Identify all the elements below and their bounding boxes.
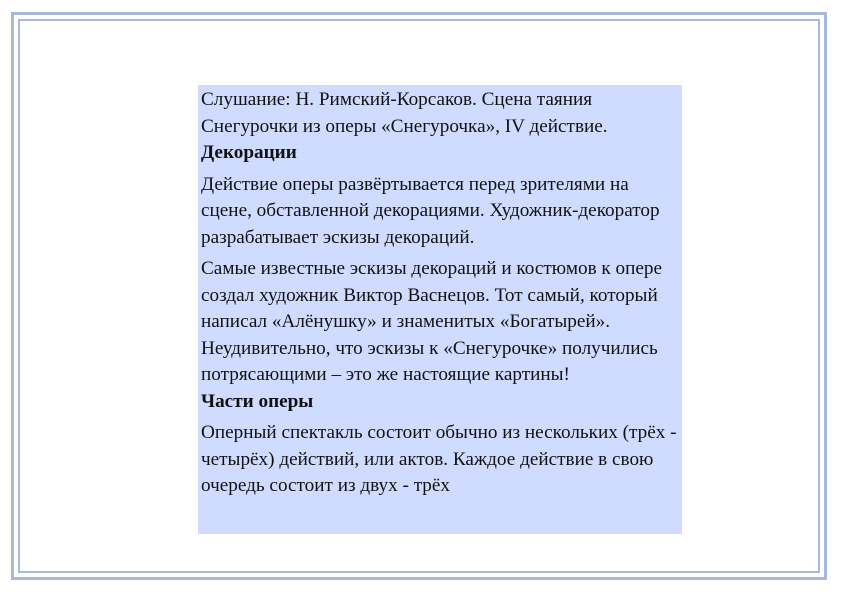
heading-decorations: Декорации: [201, 142, 297, 163]
paragraph-opera-parts: Оперный спектакль состоит обычно из нескольких (трёх - четырёх) действий, или актов. Каждое действие в свою очередь состоит из двух - трёх: [201, 422, 677, 496]
text-box: [198, 85, 682, 534]
intro-paragraph: Слушание: Н. Римский-Корсаков. Сцена таяния Снегурочки из оперы «Снегурочка», IV действие.: [201, 89, 608, 137]
paragraph-decorations-1: Действие оперы развёртывается перед зрителями на сцене, обставленной декорациями. Художник-декоратор разрабатывает эскизы декораций.: [201, 173, 660, 248]
paragraph-decorations-2: Самые известные эскизы декораций и костюмов к опере создал художник Виктор Васнецов. Тот самый, который написал «Алёнушку» и знаменитых «Богатырей». Неудивительно, что эскизы к «Снегурочке» получились потрясающими – это же настоящие картины!: [201, 258, 663, 385]
heading-opera-parts: Части оперы: [201, 390, 314, 412]
